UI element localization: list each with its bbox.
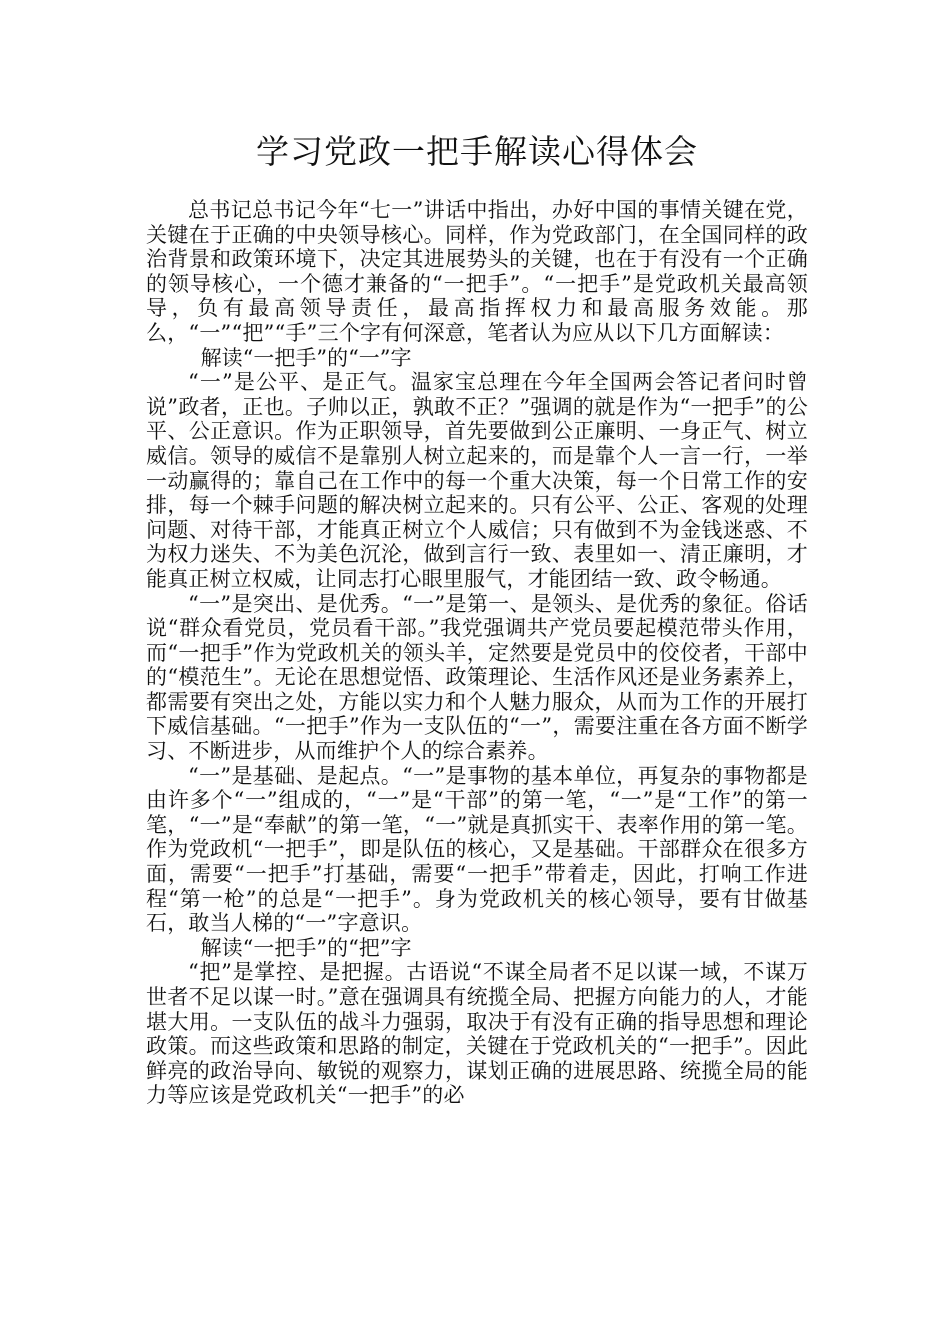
paragraph-yi-excellence: “一”是突出、是优秀。“一”是第一、是领头、是优秀的象征。俗话说“群众看党员，党员看干部。”我党强调共产党员要起模范带头作用，而“一把手”作为党政机关的领头羊，定然要是党员中的佼佼者，干部中的“模范生”。无论在思想觉悟、政策理论、生活作风还是业务素养上，都需要有突出之处，方能以实力和个人魅力服众，从而为工作的开展打下威信基础。“一把手”作为一支队伍的“一”，需要注重在各方面不断学习、不断进步，从而维护个人的综合素养。	[146, 591, 808, 764]
document-page	[146, 128, 808, 1108]
section-heading-yi: 解读“一把手”的“一”字	[200, 345, 412, 370]
section-heading-ba: 解读“一把手”的“把”字	[200, 935, 412, 960]
paragraph-ba-control: “把”是掌控、是把握。古语说“不谋全局者不足以谋一域，不谋万世者不足以谋一时。”意在强调具有统揽全局、把握方向能力的人，才能堪大用。一支队伍的战斗力强弱，取决于有没有正确的指导思想和理论政策。而这些政策和思路的制定，关键在于党政机关的“一把手”。因此鲜亮的政治导向、敏锐的观察力，谋划正确的进展思路、统揽全局的能力等应该是党政机关“一把手”的必	[146, 960, 808, 1108]
intro-paragraph: 总书记总书记今年“七一”讲话中指出，办好中国的事情关键在党，关键在于正确的中央领导核心。同样，作为党政部门，在全国同样的政治背景和政策环境下，决定其进展势头的关键，也在于有没有一个正确的领导核心，一个德才兼备的“一把手”。“一把手”是党政机关最高领导，负有最高领导责任，最高指挥权力和最高服务效能。那么，“一”“把”“手”三个字有何深意，笔者认为应从以下几方面解读：	[146, 198, 808, 345]
paragraph-yi-foundation: “一”是基础、是起点。“一”是事物的基本单位，再复杂的事物都是由许多个“一”组成的，“一”是“干部”的第一笔，“一”是“工作”的第一笔，“一”是“奉献”的第一笔，“一”就是真抓实干、表率作用的第一笔。作为党政机“一把手”，即是队伍的核心，又是基础。干部群众在很多方面，需要“一把手”打基础，需要“一把手”带着走，因此，打响工作进程“第一枪”的总是“一把手”。身为党政机关的核心领导，要有甘做基石，敢当人梯的“一”字意识。	[146, 763, 808, 936]
paragraph-yi-fairness: “一”是公平、是正气。温家宝总理在今年全国两会答记者问时曾说”政者，正也。子帅以正，孰敢不正？”强调的就是作为“一把手”的公平、公正意识。作为正职领导，首先要做到公正廉明、一身正气、树立威信。领导的威信不是靠别人树立起来的，而是靠个人一言一行，一举一动赢得的；靠自己在工作中的每一个重大决策，每一个日常工作的安排，每一个棘手问题的解决树立起来的。只有公平、公正、客观的处理问题、对待干部，才能真正树立个人威信；只有做到不为金钱迷惑、不为权力迷失、不为美色沉沦，做到言行一致、表里如一、清正廉明，才能真正树立权威，让同志打心眼里服气，才能团结一致、政令畅通。	[146, 370, 808, 591]
document-title: 学习党政一把手解读心得体会	[256, 132, 698, 171]
